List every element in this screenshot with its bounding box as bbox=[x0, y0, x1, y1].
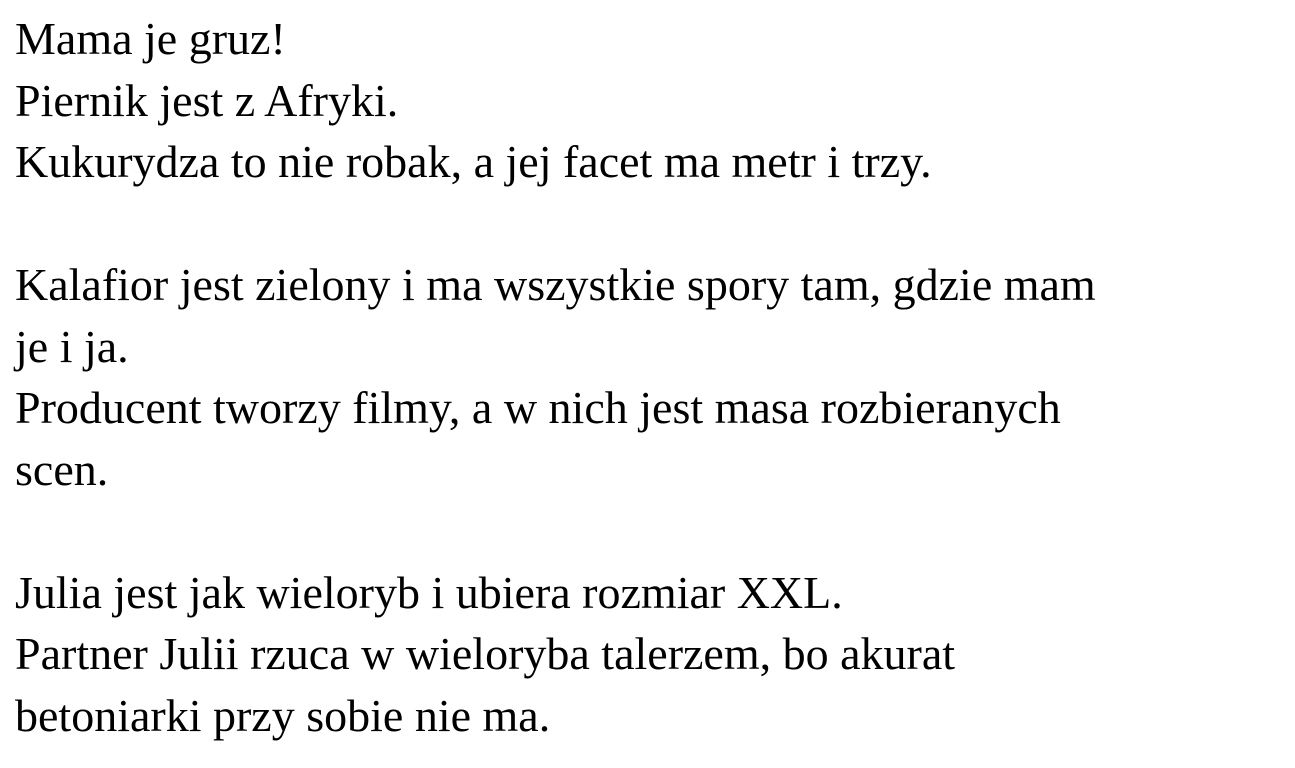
stanza-3 bbox=[15, 562, 1285, 747]
text-line: Julia jest jak wieloryb i ubiera rozmiar XXL. bbox=[15, 566, 843, 618]
text-line: scen. bbox=[15, 443, 109, 495]
text-line: Mama je gruz! bbox=[15, 13, 286, 64]
blank-line bbox=[15, 500, 1285, 562]
text-line: betoniarki przy sobie nie ma. bbox=[15, 689, 551, 741]
document-body bbox=[15, 8, 1285, 746]
stanza-1 bbox=[15, 8, 1285, 193]
text-line: Piernik jest z Afryki. bbox=[15, 74, 399, 126]
stanza-2 bbox=[15, 254, 1285, 500]
blank-line bbox=[15, 193, 1285, 255]
text-line: Producent tworzy filmy, a w nich jest masa rozbieranych bbox=[15, 382, 1061, 433]
text-line: Partner Julii rzuca w wieloryba talerzem, bo akurat bbox=[15, 628, 956, 679]
text-line: Kukurydza to nie robak, a jej facet ma metr i trzy. bbox=[15, 136, 932, 187]
text-line: je i ja. bbox=[15, 320, 129, 372]
text-line: Kalafior jest zielony i ma wszystkie spory tam, gdzie mam bbox=[15, 259, 1096, 310]
